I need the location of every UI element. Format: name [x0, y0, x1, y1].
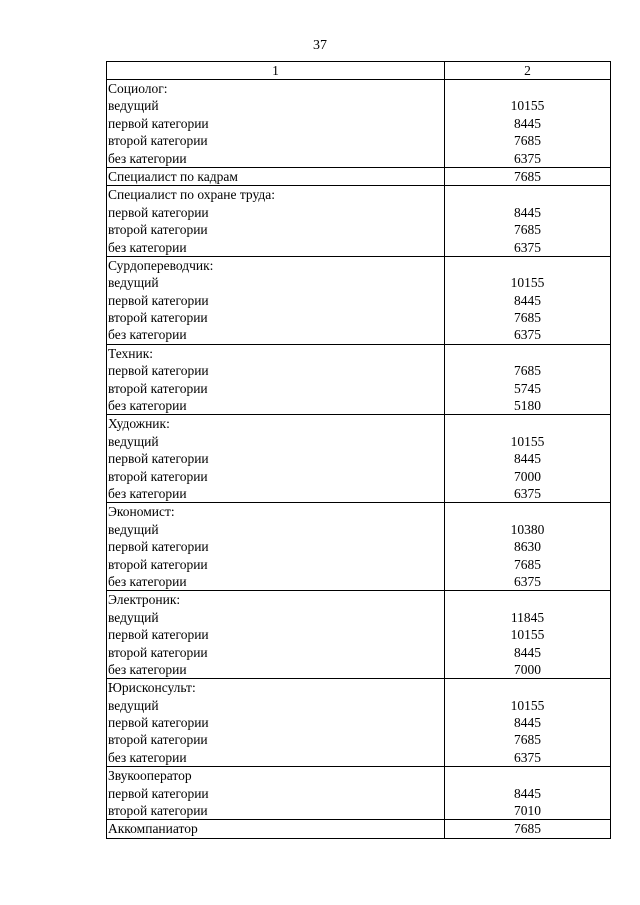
table-row	[107, 767, 611, 820]
position-label: ведущий	[108, 609, 159, 625]
position-label: без категории	[108, 398, 187, 414]
salary-value: 8445	[514, 204, 541, 220]
salary-cell	[445, 415, 611, 503]
position-label: первой категории	[108, 115, 209, 131]
salary-cell	[445, 820, 611, 838]
salary-value: 5180	[514, 398, 541, 414]
salary-cell	[445, 186, 611, 257]
header-col-2: 2	[445, 62, 611, 80]
table-row	[107, 256, 611, 344]
salary-value: 10155	[510, 275, 545, 291]
salary-cell	[445, 591, 611, 679]
salary-value: 10155	[510, 627, 545, 643]
position-label: Специалист по кадрам	[108, 168, 238, 184]
salary-value: 11845	[510, 609, 545, 625]
position-label: первой категории	[108, 715, 209, 731]
table-row	[107, 167, 611, 185]
position-cell	[107, 820, 445, 838]
position-group-title: Экономист:	[108, 504, 175, 520]
page-number: 37	[313, 38, 327, 53]
position-label: без категории	[108, 150, 187, 166]
salary-spacer	[445, 80, 610, 97]
position-label: без категории	[108, 485, 187, 501]
salary-value: 10380	[510, 521, 545, 537]
position-group-title: Художник:	[108, 416, 170, 432]
salary-cell	[445, 767, 611, 820]
salary-value: 7000	[514, 661, 541, 677]
salary-value: 8630	[514, 539, 541, 555]
salary-value: 8445	[514, 451, 541, 467]
salary-value: 10155	[510, 433, 545, 449]
salary-value: 7685	[514, 168, 541, 184]
position-label: второй категории	[108, 222, 208, 238]
salary-cell	[445, 344, 611, 415]
salary-table	[106, 61, 611, 839]
position-label: без категории	[108, 327, 187, 343]
position-label: ведущий	[108, 98, 159, 114]
position-cell	[107, 167, 445, 185]
header-col-1: 1	[107, 62, 445, 80]
position-label: второй категории	[108, 380, 208, 396]
position-label: первой категории	[108, 363, 209, 379]
salary-spacer	[445, 767, 610, 784]
position-label: без категории	[108, 749, 187, 765]
salary-spacer	[445, 257, 610, 274]
salary-value: 10155	[510, 697, 545, 713]
salary-spacer	[445, 186, 610, 203]
salary-cell	[445, 167, 611, 185]
position-label: второй категории	[108, 133, 208, 149]
position-label: первой категории	[108, 539, 209, 555]
salary-spacer	[445, 345, 610, 362]
position-cell	[107, 344, 445, 415]
salary-value: 7685	[514, 222, 541, 238]
salary-value: 6375	[514, 150, 541, 166]
position-cell	[107, 591, 445, 679]
position-label: второй категории	[108, 644, 208, 660]
position-label: Аккомпаниатор	[108, 821, 198, 837]
table-row	[107, 80, 611, 168]
position-cell	[107, 503, 445, 591]
salary-value: 7685	[514, 821, 541, 837]
salary-value: 8445	[514, 292, 541, 308]
position-label: без категории	[108, 239, 187, 255]
salary-value: 7685	[514, 310, 541, 326]
salary-value: 6375	[514, 239, 541, 255]
position-cell	[107, 767, 445, 820]
salary-spacer	[445, 503, 610, 520]
salary-value: 8445	[514, 785, 541, 801]
salary-value: 5745	[514, 380, 541, 396]
salary-value: 7685	[514, 556, 541, 572]
salary-cell	[445, 80, 611, 168]
position-cell	[107, 186, 445, 257]
position-label: без категории	[108, 573, 187, 589]
position-label: ведущий	[108, 521, 159, 537]
salary-value: 7685	[514, 363, 541, 379]
position-label: второй категории	[108, 803, 208, 819]
salary-value: 6375	[514, 327, 541, 343]
salary-value: 8445	[514, 644, 541, 660]
table-row	[107, 591, 611, 679]
position-cell	[107, 415, 445, 503]
position-label: второй категории	[108, 732, 208, 748]
position-label: без категории	[108, 661, 187, 677]
table-row	[107, 820, 611, 838]
position-label: второй категории	[108, 468, 208, 484]
table-row	[107, 186, 611, 257]
salary-value: 10155	[510, 98, 545, 114]
position-group-title: Сурдопереводчик:	[108, 257, 214, 273]
position-cell	[107, 256, 445, 344]
salary-spacer	[445, 415, 610, 432]
salary-value: 6375	[514, 749, 541, 765]
position-label: первой категории	[108, 204, 209, 220]
position-label: ведущий	[108, 697, 159, 713]
salary-value: 7010	[514, 803, 541, 819]
position-group-title: Техник:	[108, 345, 154, 361]
salary-value: 6375	[514, 485, 541, 501]
salary-value: 8445	[514, 715, 541, 731]
position-label: первой категории	[108, 785, 209, 801]
position-group-title: Электроник:	[108, 592, 181, 608]
salary-cell	[445, 679, 611, 767]
position-label: ведущий	[108, 433, 159, 449]
salary-spacer	[445, 679, 610, 696]
position-label: первой категории	[108, 627, 209, 643]
table-header-row	[107, 62, 611, 80]
salary-value: 7685	[514, 133, 541, 149]
table-row	[107, 344, 611, 415]
position-group-title: Специалист по охране труда:	[108, 187, 276, 203]
position-group-title: Звукооператор	[108, 768, 192, 784]
salary-value: 7000	[514, 468, 541, 484]
table-row	[107, 679, 611, 767]
salary-value: 8445	[514, 115, 541, 131]
salary-value: 7685	[514, 732, 541, 748]
position-label: второй категории	[108, 310, 208, 326]
salary-value: 6375	[514, 573, 541, 589]
position-label: первой категории	[108, 451, 209, 467]
salary-spacer	[445, 591, 610, 608]
position-cell	[107, 679, 445, 767]
salary-cell	[445, 503, 611, 591]
table-row	[107, 415, 611, 503]
position-cell	[107, 80, 445, 168]
position-group-title: Юрисконсульт:	[108, 680, 196, 696]
position-label: первой категории	[108, 292, 209, 308]
table-row	[107, 503, 611, 591]
salary-cell	[445, 256, 611, 344]
position-group-title: Социолог:	[108, 81, 168, 96]
position-label: ведущий	[108, 275, 159, 291]
position-label: второй категории	[108, 556, 208, 572]
